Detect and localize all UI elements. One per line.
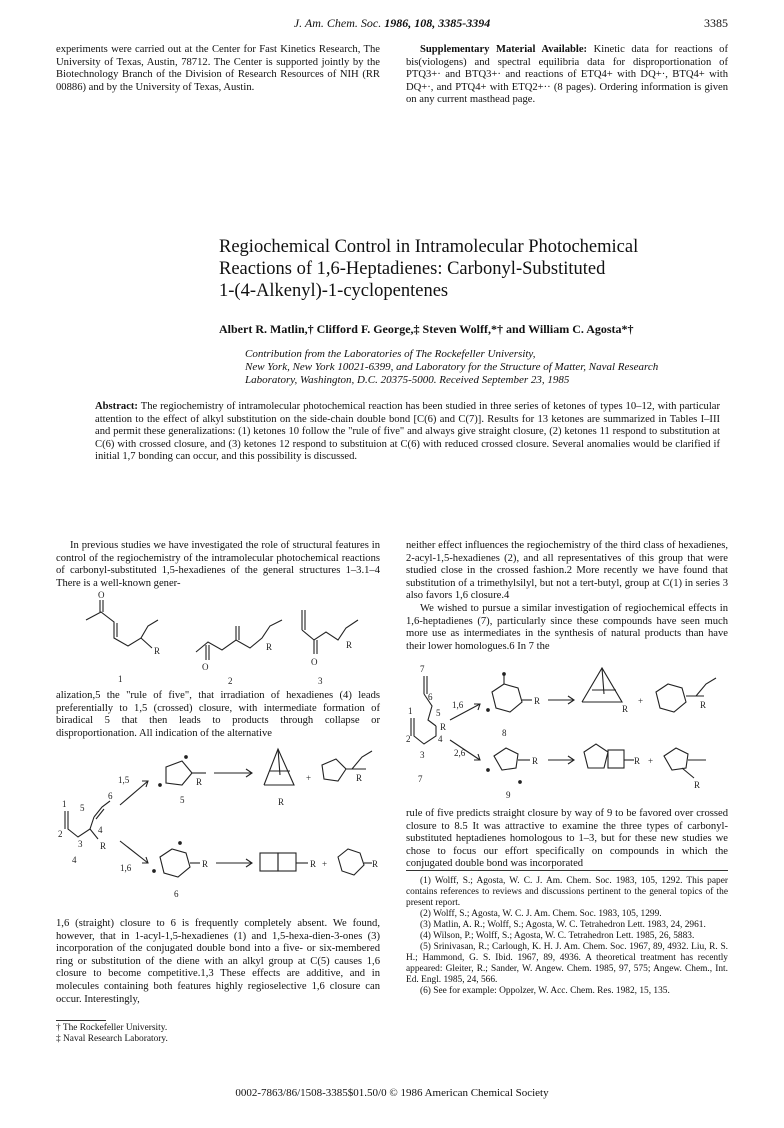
svg-text:1: 1: [118, 674, 123, 684]
svg-text:1: 1: [408, 706, 413, 716]
svg-text:R: R: [532, 756, 539, 766]
arrow-1-6: [120, 841, 148, 873]
svg-text:5: 5: [80, 803, 85, 813]
body-left-paragraph-3: 1,6 (straight) closure to 6 is frequently completely absent. We found, however, that in 1-acyl-1,5-hexadienes (1) and 1,5-hexa-dien-3-ones (3) incorporation of the conjugated double bond into a five- or six-membered ring or substitution of the diene with an alkyl group at C(5) causes 1,6 closure to become competitive.1,3 These effects are additive, and in molecules containing both features highly regioselective 1,6 closure can occur. Interestingly,: [56, 918, 380, 1005]
running-header: [0, 14, 784, 34]
svg-text:R: R: [534, 696, 541, 706]
svg-text:R: R: [202, 859, 209, 869]
reference-3: (3) Matlin, A. R.; Wolff, S.; Agosta, W. C. Tetrahedron Lett. 1983, 24, 2961.: [420, 920, 706, 930]
svg-text:R: R: [266, 642, 273, 652]
references-rule: [406, 870, 728, 871]
svg-text:1,6: 1,6: [452, 700, 464, 710]
svg-text:6: 6: [428, 692, 433, 702]
structure-1: [86, 590, 160, 684]
svg-text:3: 3: [318, 676, 323, 686]
svg-text:R: R: [154, 646, 161, 656]
svg-text:R: R: [440, 722, 447, 732]
svg-text:R: R: [622, 704, 629, 714]
arrow-1-5: [118, 775, 148, 805]
svg-text:R: R: [634, 756, 641, 766]
structure-4: [58, 791, 113, 865]
affiliations: Contribution from the Laboratories of The Rockefeller University, New York, New York 10021-6399, and Laboratory for the Structure of Matter, Naval Research Laboratory, Washington, D.C. 20375-5000. Received September 23, 1985: [245, 348, 659, 386]
structure-7: [406, 664, 446, 784]
svg-text:1,5: 1,5: [118, 775, 130, 785]
reference-1: (1) Wolff, S.; Agosta, W. C. J. Am. Chem. Soc. 1983, 105, 1292. This paper contains references to reviews and discussions pertinent to the general topics of the present report.: [406, 876, 728, 908]
svg-text:2: 2: [406, 734, 411, 744]
bicyclo-product-9: [584, 744, 706, 790]
svg-text:5: 5: [436, 708, 441, 718]
abstract: Abstract: The regiochemistry of intramolecular photochemical reaction has been studied in three series of ketones of types 10–12, with particular attention to the effect of alkyl substitution on the side-chain double bond [C(6) and C(7)]. Results for 13 ketones are summarized in Tables I–III and permit these generalizations: (1) ketones 10 follow the "rule of five" and always give straight closure, (2) ketones 11 respond to substitution at C(6) with crossed closure, and (3) ketones 12 respond to substituion at C(6) with reduced crossed closure. Several anomalies would be clarified if initial 1,7 bonding can occur, and this possibility is discussed.: [95, 401, 720, 463]
svg-text:O: O: [311, 657, 318, 667]
svg-text:O: O: [98, 590, 105, 600]
svg-text:2: 2: [228, 676, 233, 686]
arrow-2-6-hept: [450, 740, 480, 760]
page-number: 3385: [704, 16, 728, 30]
reference-4: (4) Wilson, P.; Wolff, S.; Agosta, W. C. Tetrahedron Lett. 1985, 26, 5883.: [420, 931, 695, 941]
svg-text:4: 4: [438, 734, 443, 744]
prev-article-acknowledgment: experiments were carried out at the Center for Fast Kinetics Research, The University of Texas, Austin, 78712. The Center is supported jointly by the Biotechnology Branch of the Division of Research Resources of NIH (RR 00886) and by the University of Texas, Austin.: [56, 44, 380, 93]
footnote-rule-left: [56, 1020, 106, 1021]
svg-text:6: 6: [108, 791, 113, 801]
page-footer: 0002-7863/86/1508-3385$01.50/0 © 1986 American Chemical Society: [235, 1087, 549, 1099]
svg-text:+: +: [638, 696, 644, 706]
svg-text:7: 7: [420, 664, 425, 674]
svg-text:9: 9: [506, 790, 511, 800]
structure-3: [302, 610, 358, 686]
biradical-9: [487, 748, 574, 800]
svg-text:O: O: [202, 662, 209, 672]
biradical-5: [159, 756, 252, 805]
reference-5: (5) Srinivasan, R.; Carlough, K. H. J. Am. Chem. Soc. 1967, 89, 4932. Liu, R. S. H.; Hammond, G. S. Ibid. 1967, 89, 4936. A theoretical treatment has recently appeared: Gleiter, R.; Sander, W. Angew. Chem. 1985, 97, 575; Angew. Chem., Int. Ed. Engl. 1985, 24, 566.: [406, 942, 728, 985]
svg-text:R: R: [196, 777, 203, 787]
svg-text:1,6: 1,6: [120, 863, 132, 873]
svg-text:5: 5: [180, 795, 185, 805]
svg-text:4: 4: [72, 855, 77, 865]
svg-text:R: R: [278, 797, 285, 807]
references: [406, 876, 728, 997]
author-list: Albert R. Matlin,† Clifford F. George,‡ Steven Wolff,*† and William C. Agosta*†: [219, 322, 634, 336]
article-title: Regiochemical Control in Intramolecular Photochemical Reactions of 1,6-Heptadienes: Carbonyl-Substituted 1-(4-Alkenyl)-1-cyclopentenes: [219, 237, 639, 301]
svg-text:2,6: 2,6: [454, 748, 466, 758]
svg-text:R: R: [100, 841, 107, 851]
svg-text:R: R: [356, 773, 363, 783]
journal-citation: J. Am. Chem. Soc. 1986, 108, 3385-3394: [293, 16, 491, 30]
bicycle-product: [264, 749, 372, 807]
svg-text:+: +: [648, 756, 654, 766]
svg-text:R: R: [372, 859, 379, 869]
reference-2: (2) Wolff, S.; Agosta, W. C. J. Am. Chem. Soc. 1983, 105, 1299.: [420, 909, 662, 919]
svg-text:2: 2: [58, 829, 63, 839]
svg-text:1: 1: [62, 799, 67, 809]
body-left-paragraph-2: alization,5 the "rule of five", that irradiation of hexadienes (4) leads preferentially to 1,5 (crossed) closure, with intermediate formation of biradical 5 that then leads to products through collapse or disproportionation. All indication of the alternative: [56, 690, 380, 739]
scheme-structures-1-3: [56, 590, 380, 688]
reference-6: (6) See for example: Oppolzer, W. Acc. Chem. Res. 1982, 15, 135.: [420, 986, 670, 996]
svg-text:R: R: [694, 780, 701, 790]
bicyclo-product: [260, 849, 378, 875]
scheme-heptadiene-closure: [406, 660, 728, 806]
svg-text:R: R: [346, 640, 353, 650]
svg-text:R: R: [700, 700, 707, 710]
structure-2: [196, 620, 282, 686]
body-left-paragraph-1: In previous studies we have investigated the role of structural features in control of the regiochemistry of the intramolecular photochemical reactions of carbonyl-substituted 1,5-hexadienes of the general structures 1–3.1–4 There is a well-known gener-: [56, 540, 380, 589]
svg-text:6: 6: [174, 889, 179, 899]
svg-text:+: +: [322, 859, 328, 869]
supplementary-material: Supplementary Material Available: Kinetic data for reactions of bis(viologens) and spectral equilibria data for disproportionation of PTQ3+· and BTQ3+· and reactions of ETQ4+ with DQ+·, BTQ4+ with DQ+·, and PTQ4+ with ETQ2+·· (8 pages). Ordering information is given on any current masthead page.: [406, 44, 728, 106]
svg-text:3: 3: [78, 839, 83, 849]
tricycle-product: [582, 668, 716, 714]
svg-text:3: 3: [420, 750, 425, 760]
biradical-6: [153, 842, 252, 899]
affiliation-footnotes: † The Rockefeller University. ‡ Naval Research Laboratory.: [56, 1023, 168, 1044]
body-right-paragraph-1: neither effect influences the regiochemistry of the third class of hexadienes, 2-acyl-1,5-hexadienes (2), and all representatives of this group that were studied close in the crossed fashion.2 More recently we have found that substitution of a trimethylsilyl, but not a tert-butyl, group at C(1) in series 3 also favors 1,6 closure.4 We wished to pursue a similar investigation of regiochemical effects in 1,6-heptadienes (7), particularly since these compounds have seen much more use as intermediates in the synthesis of natural products than have their lower homologues.6 In 7 the: [406, 540, 728, 652]
svg-text:8: 8: [502, 728, 507, 738]
arrow-1-6-hept: [450, 700, 480, 720]
svg-text:7: 7: [418, 774, 423, 784]
body-right-paragraph-2: rule of five predicts straight closure by way of 9 to be favored over crossed closure to 8.5 It was attractive to examine the three types of carbonyl-substituted heptadienes homologous to 1–3, but for these new studies we chose to focus our effort specifically on compounds in which the conjugated double bond was incorporated: [406, 808, 728, 870]
svg-text:+: +: [306, 773, 312, 783]
biradical-8: [487, 673, 574, 738]
scheme-hexadiene-closure: [56, 745, 380, 903]
svg-text:R: R: [310, 859, 317, 869]
svg-text:4: 4: [98, 825, 103, 835]
